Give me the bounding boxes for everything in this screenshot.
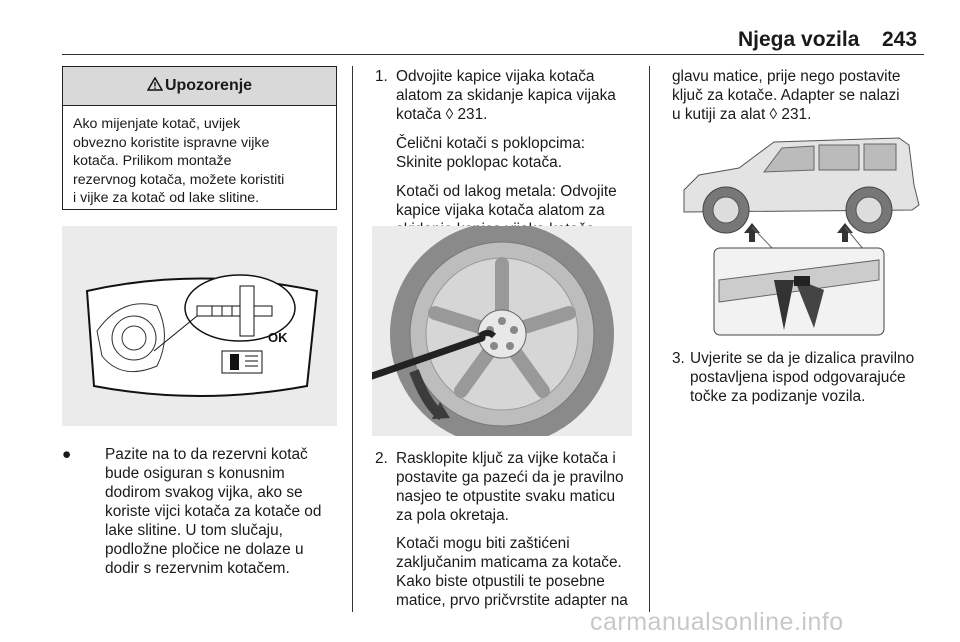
step2-number: 2. <box>375 450 388 467</box>
col3-line: u kutiji za alat ◊ 231. <box>672 106 812 123</box>
bullet-line: lake slitine. U tom slučaju, <box>105 522 283 539</box>
step3-line: Uvjerite se da je dizalica pravilno <box>690 350 915 367</box>
section-title: Njega vozila <box>738 28 860 51</box>
bullet-line: podložne pločice ne dolaze u <box>105 541 304 558</box>
warning-title: Upozorenje <box>164 77 253 94</box>
step1-line: kotača ◊ 231. <box>396 106 488 123</box>
step2-sub-line: Kako biste otpustili te posebne <box>396 573 605 590</box>
warning-text <box>63 106 336 208</box>
warning-line: Ako mijenjate kotač, uvijek <box>73 116 241 132</box>
wheel-wrench-illustration <box>372 226 632 436</box>
warning-line: obvezno koristite ispravne vijke <box>73 134 270 151</box>
col3-continuation <box>672 67 937 124</box>
warning-triangle-icon <box>147 77 163 95</box>
step3-text <box>690 349 940 406</box>
watermark: carmanualsonline.info <box>590 608 844 636</box>
col3-line: glavu matice, prije nego postavite <box>672 68 901 85</box>
col3-line: ključ za kotače. Adapter se nalazi <box>672 87 900 104</box>
step1-line: Odvojite kapice vijaka kotača <box>396 68 595 85</box>
step1-sub-line: Čelični kotači s poklopcima: <box>396 135 586 152</box>
step2-sub-line: Kotači mogu biti zaštićeni <box>396 535 570 552</box>
bullet-line: bude osiguran s konusnim <box>105 465 285 482</box>
page-number: 243 <box>882 28 918 51</box>
step2-line: za pola okretaja. <box>396 507 509 524</box>
step2-sub-line: zaključanim maticama za kotače. <box>396 554 622 571</box>
header-rule <box>62 54 924 55</box>
step1-sub-line: Skinite poklopac kotača. <box>396 154 562 171</box>
step3-number: 3. <box>672 350 685 367</box>
bullet-line: dodirom svakog vijka, ako se <box>105 484 303 501</box>
step1-sub-line: kapice vijaka kotača alatom za <box>396 202 605 219</box>
step2-line: Rasklopite ključ za vijke kotača i <box>396 450 616 467</box>
step2-line: nasjeo te otpustite svaku maticu <box>396 488 616 505</box>
column-divider-1 <box>352 66 353 612</box>
step1-number: 1. <box>375 68 388 85</box>
bullet-text <box>105 445 350 578</box>
column-divider-2 <box>649 66 650 612</box>
step2-line: postavite ga pazeći da je pravilno <box>396 469 624 486</box>
bullet-marker: ● <box>62 446 72 463</box>
wheel-bolt-illustration <box>62 226 337 426</box>
warning-line: rezervnog kotača, možete koristiti <box>73 171 285 188</box>
step1-line: alatom za skidanje kapica vijaka <box>396 87 616 104</box>
bullet-line: dodir s rezervnim kotačem. <box>105 560 290 577</box>
warning-header <box>63 67 336 106</box>
warning-line: i vijke za kotač od lake slitine. <box>73 190 260 207</box>
step3-line: točke za podizanje vozila. <box>690 388 866 405</box>
step2-sub-line: matice, prvo pričvrstite adapter na <box>396 592 628 609</box>
step2-text <box>396 449 646 610</box>
car-jack-illustration <box>664 130 926 345</box>
bullet-line: Pazite na to da rezervni kotač <box>105 446 308 463</box>
ok-label: OK <box>268 330 288 345</box>
step1-sub-line: Kotači od lakog metala: Odvojite <box>396 183 617 200</box>
step1-text <box>396 67 646 239</box>
warning-box <box>62 66 337 210</box>
step3-line: postavljena ispod odgovarajuće <box>690 369 906 386</box>
warning-line: kotača. Prilikom montaže <box>73 153 232 170</box>
bullet-line: koriste vijci kotača za kotače od <box>105 503 322 520</box>
